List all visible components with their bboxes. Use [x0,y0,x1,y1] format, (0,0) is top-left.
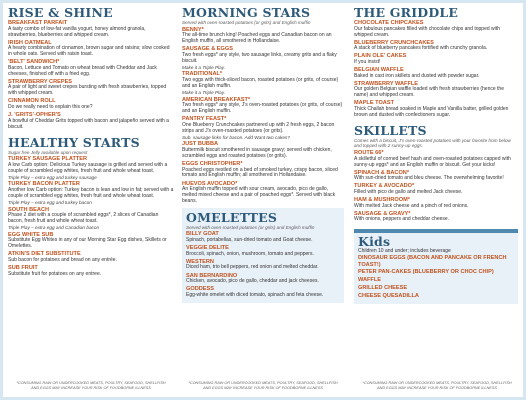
menu-item-name: HUEVOS AVOCADO* [182,180,238,187]
menu-item-name: BREAKFAST PARFAIT [8,20,68,26]
menu-item [8,112,174,130]
menu-item-description: A hearty combination of cinnamon, brown sugar and raisins; slow cooked in whole oats. Served with raisin toast. [8,45,170,58]
rise-shine-list [8,20,174,130]
menu-item-description: The all-time brunch king! Poached eggs and Canadian bacon on an English muffin, all smothered in Hollandaise. [182,32,332,45]
menu-item-description: A bowlful of Cheddar Grits topped with bacon and jalapeño served with a biscuit. [8,117,169,130]
menu-item [354,53,518,66]
menu-item [182,116,344,140]
menu-item [8,79,174,97]
menu-item-note: Sub. sausage links for bacon. Add Want two cakes? [182,134,290,140]
menu-item-description: A skilletful of corned beef hash and oven-roasted potatoes capped with sunny-up eggs* and an English muffin or biscuit. Get your kicks! [354,155,511,168]
menu-item-description: If you insist! [354,58,381,65]
menu-item [358,269,514,276]
menu-item [354,170,518,183]
menu-item [8,251,174,264]
menu-item-name: WAFFLE [358,277,381,284]
menu-item [182,161,344,179]
menu-item [182,141,344,159]
menu-item-name: SPINACH & BACON* [354,169,410,176]
menu-item-name: PANTRY FEAST* [182,116,227,123]
menu-item-name: SAUSAGE & GRAVY* [354,210,411,217]
menu-item-name: GRILLED CHEESE [358,285,408,292]
menu-item [358,285,514,292]
omelettes-subtitle: Served with oven-roasted potatoes (or grits) and English muffin [186,224,315,230]
menu-item-name: EGG WHITE SUB [8,231,54,238]
section-title-rise-shine: RISE & SHINE [8,5,113,20]
menu-item-description: Spinach, portabellas, sun-dried tomato and Goat cheese. [186,237,313,244]
menu-item-name: MAPLE TOAST [354,100,394,107]
menu-item [354,100,518,118]
healthy-starts-list [8,156,174,277]
menu-item-description: Diced ham, trio bell peppers, red onion and melted cheddar. [186,264,319,271]
menu-item [354,20,518,38]
menu-item [186,245,340,258]
menu-item-description: Egg-white omelet with diced tomato, spinach and feta cheese. [186,291,324,298]
menu-item [186,286,340,299]
menu-item-description: An English muffin topped with sour cream, avocado, pico de gallo, melted mixed cheese and a pair of poached eggs*. Served with black beans. [182,186,336,204]
menu-item-description: Our fabulous pancakes filled with chocolate chips and topped with whipped cream. [354,25,500,38]
morning-stars-list [182,27,344,205]
menu-item-description: Two fresh eggs* any style, two sausage links, creamy grits and a flaky biscuit. [182,51,337,64]
menu-item-name: AMERICAN BREAKFAST* [182,96,251,103]
griddle-list [354,20,518,119]
menu-item [8,98,174,111]
menu-item-name: CHEESE QUESADILLA [358,292,419,299]
menu-item-note: Make it a Triple Play. [182,89,226,95]
menu-item-description: Do we really need to explain this one? [8,103,93,110]
menu-item-name: 'BELT' SANDWICH* [8,59,60,66]
menu-item-name: TURKEY SAUSAGE PLATTER [8,156,88,163]
menu-item-name: DINOSAUR EGGS (BACON AND PANCAKE OR FRENCH TOAST!) [358,255,507,268]
menu-item-name: SAN BERNARDINO [186,272,238,279]
kids-subtitle: Children 10 and under; includes beverage [358,248,451,255]
skillets-subtitle: Comes with a biscuit, J's oven-roasted potatoes with your favorite from below and topped with 2 sunny-up eggs. [354,137,511,149]
menu-item [354,183,518,196]
menu-item [182,97,344,115]
menu-item-description: Our golden Belgian waffle loaded with fresh strawberries (hence the name) and whipped cream. [354,86,504,99]
section-title-morning-stars: MORNING STARS [182,5,311,20]
footer-disclaimer-right: *CONSUMING RAW OR UNDERCOOKED MEATS, POULTRY, SEAFOOD, SHELLFISH AND EGGS MAY INCREASE YOUR RISK OF FOODBORNE ILLNESS [362,381,512,390]
menu-item-name: HAM & MUSHROOM* [354,197,410,203]
menu-item-name: ROUTE 66* [354,150,384,157]
menu-item-name: TURKEY BACON PLATTER [8,181,80,188]
menu-item-description: Sub bacon for potatoes and bread on any entrée. [8,257,117,263]
menu-item [354,150,518,168]
menu-item-description: Thick Challah bread soaked in Maple and Vanilla batter, grilled golden brown and dusted with confectioners sugar. [354,105,509,118]
menu-item-name: PETER PAN-CAKES (BLUEBERRY OR CHOC CHIP) [358,269,494,276]
menu-item-description: Another low Carb option: Turkey bacon is lean and low in fat; served with a couple of scrambled egg whites, fresh fruit and whole wheat toast. [8,187,174,199]
menu-item-description: Phase 2 diet with a couple of scrambled eggs*, 2 slices of Canadian bacon, fresh fruit and whole wheat toast. [8,212,159,225]
menu-item-name: BILLY GOAT [186,231,219,238]
menu-item-description: Poached eggs nestled on a bed of smoked turkey, crispy bacon, sliced tomato and English muffin; all smothered in Hollandaise. [182,166,338,179]
menu-item-name: ATKIN'S DIET SUBSTITUTE [8,251,81,258]
menu-item [8,20,174,38]
menu-item-name: BLUEBERRY CRUNCHCAKES [354,39,434,46]
menu-item [182,71,344,95]
menu-item-name: JUST BUBBA [182,141,219,148]
menu-item [354,197,518,210]
menu-column-left [8,6,174,279]
menu-item-note: Triple Play – extra egg and turkey bacon [8,199,92,205]
skillets-list [354,150,518,223]
omelettes-box [182,208,344,303]
morning-stars-subtitle: Served with oven-roasted potatoes (or grits) and English muffin [182,20,311,25]
menu-item-name: BENNY* [182,26,204,33]
menu-item [8,156,174,180]
menu-item-name: STRAWBERRY WAFFLE [354,80,419,87]
menu-item [186,231,340,244]
menu-item [358,277,514,284]
menu-item [8,207,174,231]
menu-item-description: A tasty combo of low-fat vanilla yogurt, honey almond granola, strawberries, blueberries and whipped cream. [8,25,146,38]
section-title-healthy-starts: HEALTHY STARTS [8,134,140,150]
section-title-omelettes: OMELETTES [186,209,278,225]
menu-item-description: A stack of blueberry pancakes fortified with crunchy granola. [354,45,488,52]
menu-item-name: SAUSAGE & EGGS [182,46,233,53]
menu-item-note: Make it a Triple Play. [182,64,226,70]
menu-item-name: WESTERN [186,258,214,265]
menu-item-name: J. 'GRITS'-OPHER'S [8,112,61,119]
menu-item-description: Two fresh eggs* any style, J's oven-roasted potatoes (or grits, of course) and an English muffin. [182,102,343,115]
menu-item-description: One Blueberry Crunchcakes partnered up with 2 fresh eggs, 2 bacon strips and J's oven-roasted potatoes (or grits). [182,121,335,134]
menu-item [358,293,514,300]
menu-item [8,181,174,205]
menu-item-name: SOUTH BEACH [8,206,50,213]
menu-item [182,181,344,205]
menu-item-description: Buttermilk biscuit smothered in sausage gravy; served with chicken, scrambled eggs and roasted potatoes (or grits). [182,146,332,159]
menu-item-name: IRISH OATMEAL [8,39,52,46]
menu-item [182,27,344,45]
menu-item-description: A low Carb option: Delicious Turkey sausage is grilled and served with a couple of scrambled egg whites, fresh fruit and whole wheat toast. [8,161,168,174]
menu-item [186,259,340,272]
menu-item-note: Triple Play – extra egg and turkey sausage [8,174,97,180]
menu-item-description: Bacon, Lettuce and Tomato on wheat bread with Cheddar and Jack cheeses, finished off with a fried egg. [8,64,157,77]
menu-column-middle [182,6,344,303]
menu-item-note: Triple Play – extra egg and Canadian bacon [8,225,100,231]
menu-item-description: Chicken, avocado, pico de gallo, cheddar and jack cheeses. [186,278,319,285]
omelettes-list [186,231,340,298]
footer-disclaimer-left: *CONSUMING RAW OR UNDERCOOKED MEATS, POULTRY, SEAFOOD, SHELLFISH AND EGGS MAY INCREASE YOUR RISK OF FOODBORNE ILLNESS [16,381,166,390]
menu-item-description: With sun-dried tomato and bleu cheese. The overwhelming favorite! [354,175,504,182]
menu-item [354,67,518,80]
menu-item-name: PLAIN OLE' CAKES [354,53,407,60]
menu-item-description: Substitute fruit for potatoes on any entree. [8,270,102,277]
menu-item-description: Substitute Egg Whites in any of our Morning Star Egg dishes, Skillets or Omelettes. [8,237,167,250]
section-title-skillets: SKILLETS [354,122,427,138]
menu-item [8,265,174,278]
footer-disclaimer-middle: *CONSUMING RAW OR UNDERCOOKED MEATS, POULTRY, SEAFOOD, SHELLFISH AND EGGS MAY INCREASE YOUR RISK OF FOODBORNE ILLNESS [188,381,338,390]
menu-item [186,273,340,286]
menu-item-description: A pair of light and sweet crepes bursting with fresh strawberries, topped with whipped cream. [8,84,167,97]
menu-item-description: With onions, peppers and cheddar cheese. [354,216,450,223]
menu-item-name: TURKEY & AVOCADO* [354,183,415,190]
menu-item-name: EGGS CHRISTOPHER* [182,160,243,167]
menu-item [354,211,518,224]
menu-item [354,81,518,99]
healthy-starts-subtitle: Sugar free Jelly available upon request [8,149,88,155]
menu-item-name: VEGGIE DELITE [186,245,229,252]
menu-item-name: CINNAMON ROLL [8,98,56,105]
menu-item-name: TRADITIONAL* [182,71,223,78]
menu-item [8,59,174,77]
menu-item-description: Baked in cast iron skillets and dusted with powder sugar. [354,72,480,79]
menu-item-name: GODDESS [186,286,214,293]
menu-item-name: STRAWBERRY CREPES [8,78,73,85]
menu-item-name: SUB FRUIT [8,265,38,272]
menu-item-description: Filled with pico de gallo and melted Jack cheese. [354,188,463,195]
section-title-griddle: THE GRIDDLE [354,5,459,20]
menu-item-name: BELGIAN WAFFLE [354,66,404,73]
menu-item [358,255,514,268]
menu-column-right [354,6,518,304]
menu-item [8,40,174,58]
kids-box [354,229,518,303]
menu-item [8,232,174,250]
menu-item-description: Two eggs with thick-sliced bacon, roasted potatoes (or grits, of course) and an English muffin. [182,76,339,89]
menu-item [354,40,518,53]
menu-item-name: CHOCOLATE CHIPCAKES [354,20,424,26]
menu-item-description: Broccoli, spinach, onion, mushroom, tomato and peppers. [186,250,314,257]
kids-list [358,255,514,299]
menu-item-description: With melted Jack cheese and a pinch of red onions. [354,202,469,209]
menu-item [182,46,344,70]
section-title-kids: Kids [358,234,391,250]
